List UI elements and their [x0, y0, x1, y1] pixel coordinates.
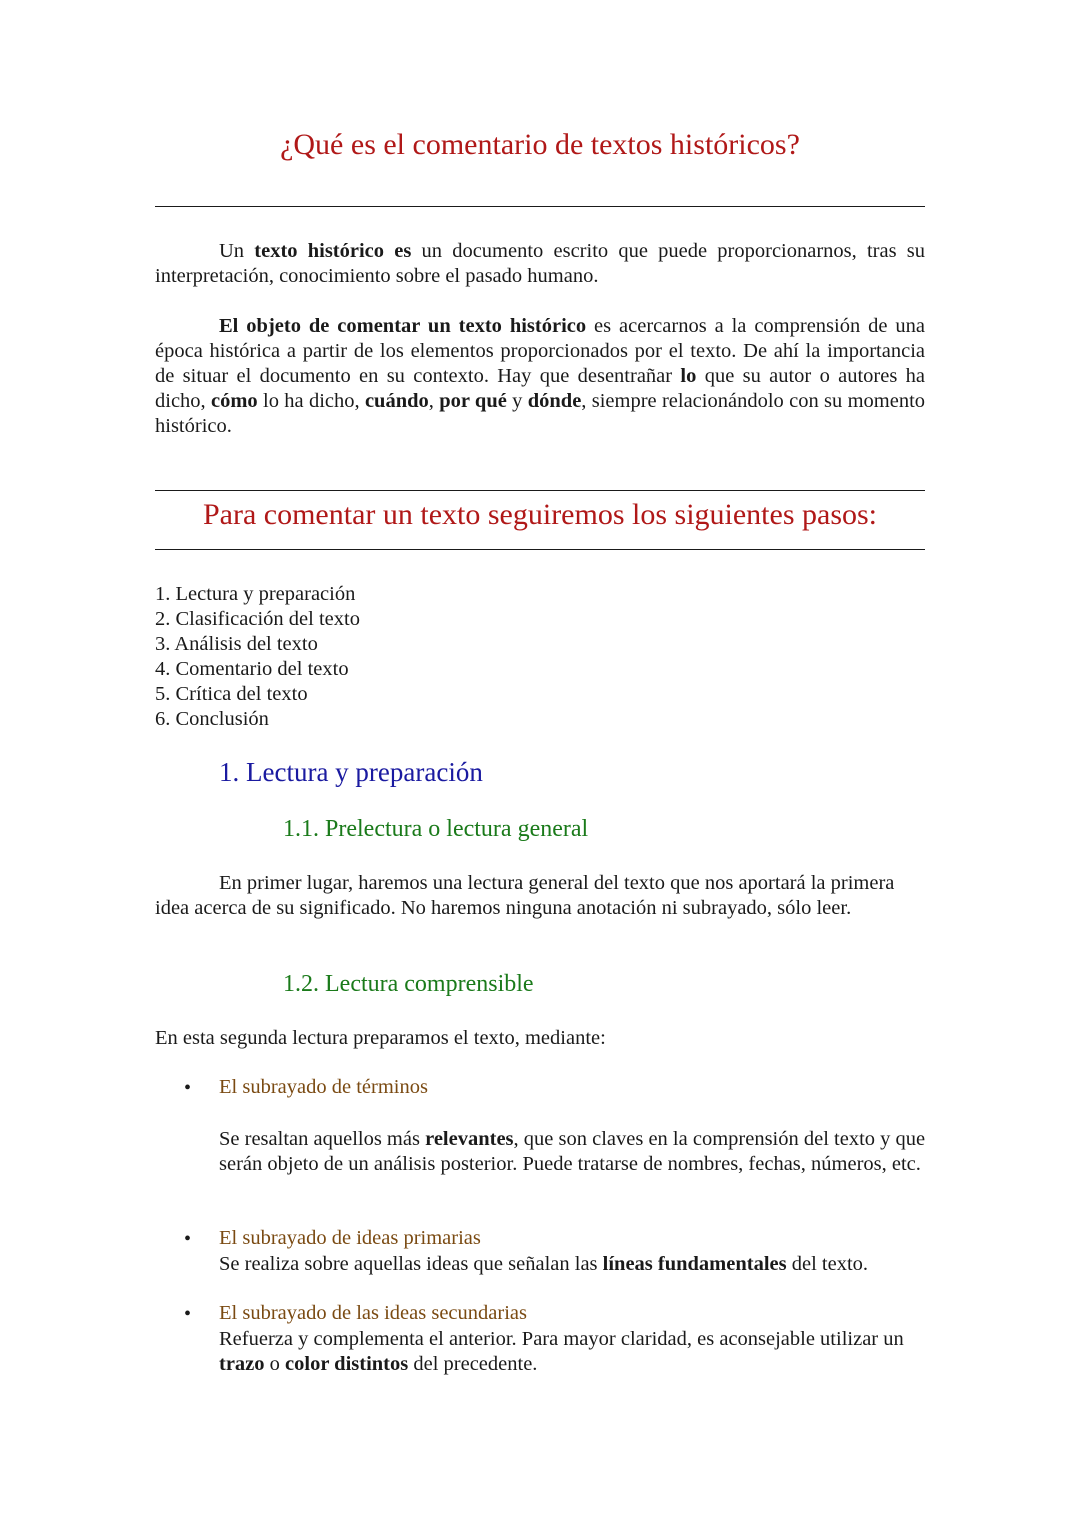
list-item: 3. Análisis del texto — [155, 633, 318, 655]
page-title: ¿Qué es el comentario de textos históricos? — [280, 128, 800, 161]
bullet-2-title: El subrayado de ideas primarias — [219, 1227, 481, 1249]
intro-paragraph-1: Un texto histórico es un documento escrito que puede proporcionarnos, tras su interpretación, conocimiento sobre el pasado humano. — [155, 240, 925, 287]
bullet-1-title: El subrayado de términos — [219, 1076, 428, 1098]
subsection-1-1-body: En primer lugar, haremos una lectura general del texto que nos aportará la primera idea acerca de su significado. No haremos ninguna anotación ni subrayado, sólo leer. — [155, 872, 895, 919]
subsection-1-2-heading: 1.2. Lectura comprensible — [283, 971, 534, 997]
steps-heading: Para comentar un texto seguiremos los siguientes pasos: — [202, 498, 878, 531]
intro-paragraph-2: El objeto de comentar un texto histórico es acercarnos a la comprensión de una época histórica a partir de los elementos proporcionados por el texto. De ahí la importancia de situar el documento en su contexto. Hay que desentrañar lo que su autor o autores ha dicho, cómo lo ha dicho, cuándo, por qué y dónde, siempre relacionándolo con su momento histórico. — [155, 315, 926, 437]
list-item: 5. Crítica del texto — [155, 683, 308, 705]
bullet-dot: • — [184, 1303, 192, 1325]
list-item: 2. Clasificación del texto — [155, 608, 360, 630]
title-rule — [155, 206, 925, 207]
bullet-3-body: Refuerza y complementa el anterior. Para mayor claridad, es aconsejable utilizar un trazo o color distintos del precedente. — [219, 1328, 904, 1375]
list-item: 4. Comentario del texto — [155, 658, 349, 680]
bullet-3-title: El subrayado de las ideas secundarias — [219, 1302, 527, 1324]
steps-list — [155, 582, 360, 732]
steps-bottom-rule — [155, 549, 925, 550]
subsection-1-2-intro: En esta segunda lectura preparamos el texto, mediante: — [155, 1027, 606, 1049]
bullet-2-body: Se realiza sobre aquellas ideas que señalan las líneas fundamentales del texto. — [219, 1253, 869, 1275]
bullet-1-body: Se resaltan aquellos más relevantes, que son claves en la comprensión del texto y que serán objeto de un análisis posterior. Puede tratarse de nombres, fechas, números, etc. — [219, 1128, 926, 1175]
bullet-dot: • — [184, 1077, 192, 1099]
subsection-1-1-heading: 1.1. Prelectura o lectura general — [283, 816, 589, 842]
steps-top-rule — [155, 490, 925, 491]
list-item: 1. Lectura y preparación — [155, 583, 356, 605]
bullet-dot: • — [184, 1228, 192, 1250]
list-item: 6. Conclusión — [155, 708, 269, 730]
section-1-heading: 1. Lectura y preparación — [219, 757, 483, 787]
